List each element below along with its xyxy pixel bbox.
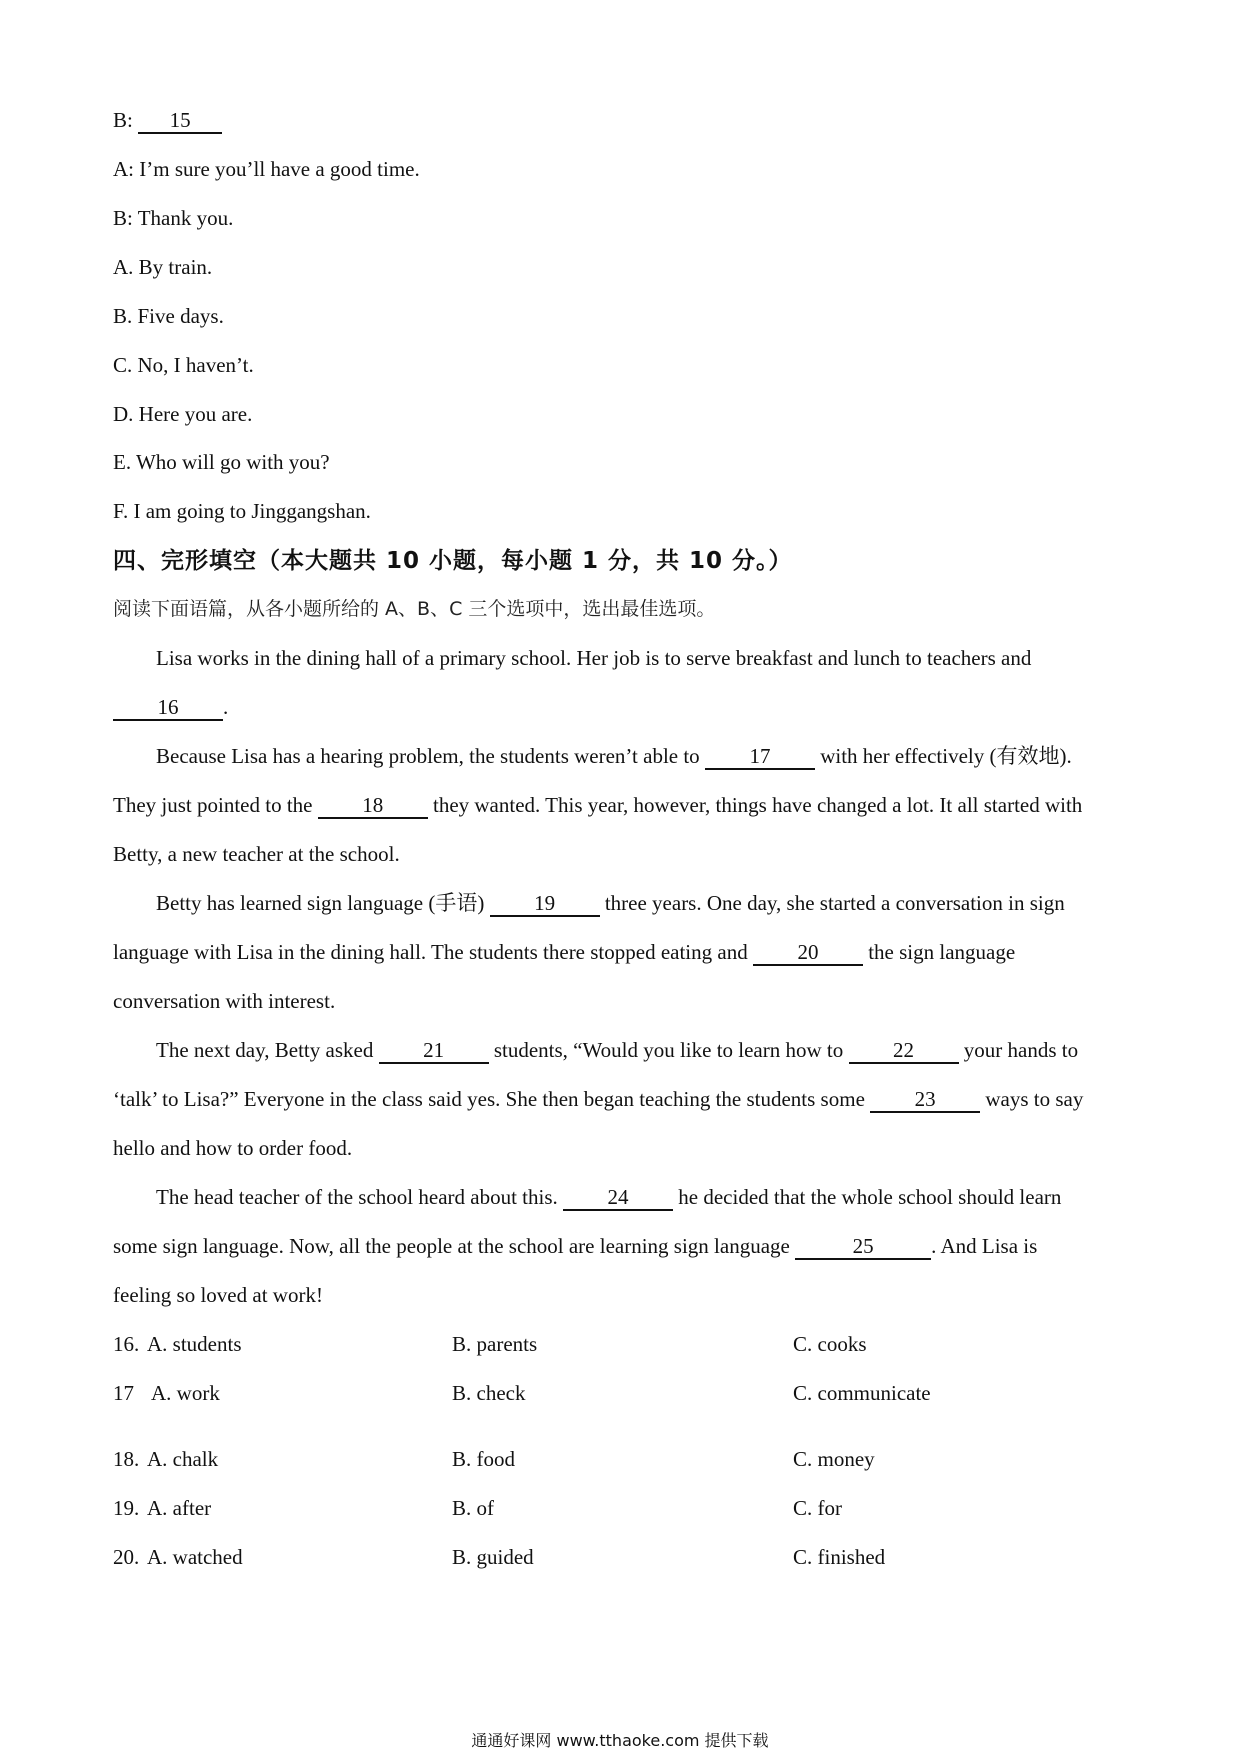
- option-b: B. of: [452, 1496, 494, 1520]
- passage-line: Lisa works in the dining hall of a primary school. Her job is to serve breakfast and lunch to teachers and: [156, 646, 1032, 670]
- passage-text: the sign language: [862, 940, 1016, 964]
- option-a: A. chalk: [147, 1447, 219, 1471]
- passage-text: . And Lisa is: [931, 1234, 1038, 1258]
- dialogue-line-b-thanks: B: Thank you.: [113, 206, 234, 230]
- section-title: 四、完形填空（本大题共 10 小题，每小题 1 分，共 10 分。）: [113, 548, 793, 574]
- passage-line: Betty, a new teacher at the school.: [113, 842, 400, 866]
- option-c: C. money: [793, 1447, 875, 1471]
- blank-25: 25: [795, 1234, 931, 1260]
- passage-text: some sign language. Now, all the people at the school are learning sign language: [113, 1234, 796, 1258]
- option-c: C. for: [793, 1496, 842, 1520]
- passage-text: .: [223, 695, 229, 719]
- dialogue-line-a: A: I’m sure you’ll have a good time.: [113, 157, 420, 181]
- passage-line: conversation with interest.: [113, 989, 336, 1013]
- dialogue-option: C. No, I haven’t.: [113, 353, 254, 377]
- page-footer: 通通好课网 www.tthaoke.com 提供下载: [471, 1731, 769, 1750]
- passage-text: three years. One day, she started a conversation in sign: [599, 891, 1065, 915]
- section-instruction: 阅读下面语篇，从各小题所给的 A、B、C 三个选项中，选出最佳选项。: [113, 598, 716, 620]
- question-number: 19.: [113, 1496, 140, 1520]
- option-a: A. students: [147, 1332, 242, 1356]
- blank-22: 22: [849, 1038, 959, 1064]
- option-c: C. cooks: [793, 1332, 867, 1356]
- blank-23: 23: [870, 1087, 980, 1113]
- passage-text: ‘talk’ to Lisa?” Everyone in the class said yes. She then began teaching the students some: [113, 1087, 871, 1111]
- passage-line: [113, 791, 1082, 819]
- passage-text: language with Lisa in the dining hall. The students there stopped eating and: [113, 940, 753, 964]
- passage-line: [156, 1183, 1061, 1211]
- blank-19: 19: [490, 891, 600, 917]
- dialogue-option: B. Five days.: [113, 304, 224, 328]
- passage-text: ways to say: [980, 1087, 1084, 1111]
- speaker-prefix: B:: [113, 108, 139, 132]
- question-number: 16.: [113, 1332, 140, 1356]
- passage-line: feeling so loved at work!: [113, 1283, 323, 1307]
- passage-text: students, “Would you like to learn how to: [488, 1038, 849, 1062]
- passage-line: [156, 1036, 1078, 1064]
- passage-line: [113, 938, 1015, 966]
- blank-24: 24: [563, 1185, 673, 1211]
- passage-text: he decided that the whole school should learn: [673, 1185, 1062, 1209]
- blank-18: 18: [318, 793, 428, 819]
- blank-21: 21: [379, 1038, 489, 1064]
- option-a: A. after: [147, 1496, 212, 1520]
- passage-text: Because Lisa has a hearing problem, the students weren’t able to: [156, 744, 705, 768]
- passage-line: [156, 889, 1065, 917]
- blank-17: 17: [705, 744, 815, 770]
- passage-text: your hands to: [958, 1038, 1079, 1062]
- dialogue-option: E. Who will go with you?: [113, 450, 330, 474]
- passage-text: Betty has learned sign language (手语): [156, 891, 490, 915]
- option-b: B. parents: [452, 1332, 538, 1356]
- question-number: 20.: [113, 1545, 140, 1569]
- dialogue-line-b: [113, 106, 222, 134]
- question-number: 17: [113, 1381, 134, 1405]
- option-b: B. check: [452, 1381, 526, 1405]
- dialogue-option: F. I am going to Jinggangshan.: [113, 499, 371, 523]
- passage-text: The next day, Betty asked: [156, 1038, 379, 1062]
- blank-20: 20: [753, 940, 863, 966]
- passage-text: with her effectively (有效地).: [814, 744, 1072, 768]
- blank-15: 15: [138, 108, 222, 134]
- passage-text: they wanted. This year, however, things have changed a lot. It all started with: [427, 793, 1083, 817]
- blank-16: 16: [113, 695, 223, 721]
- option-a: A. watched: [147, 1545, 243, 1569]
- passage-text: The head teacher of the school heard about this.: [156, 1185, 564, 1209]
- passage-line: [113, 1232, 1037, 1260]
- dialogue-option: D. Here you are.: [113, 402, 253, 426]
- dialogue-option: A. By train.: [113, 255, 213, 279]
- option-a: A. work: [151, 1381, 220, 1405]
- question-number: 18.: [113, 1447, 140, 1471]
- option-c: C. finished: [793, 1545, 886, 1569]
- passage-text: They just pointed to the: [113, 793, 318, 817]
- passage-line: hello and how to order food.: [113, 1136, 353, 1160]
- passage-line: [113, 693, 228, 721]
- passage-line: [156, 742, 1072, 770]
- option-b: B. food: [452, 1447, 515, 1471]
- option-b: B. guided: [452, 1545, 534, 1569]
- option-c: C. communicate: [793, 1381, 931, 1405]
- passage-line: [113, 1085, 1083, 1113]
